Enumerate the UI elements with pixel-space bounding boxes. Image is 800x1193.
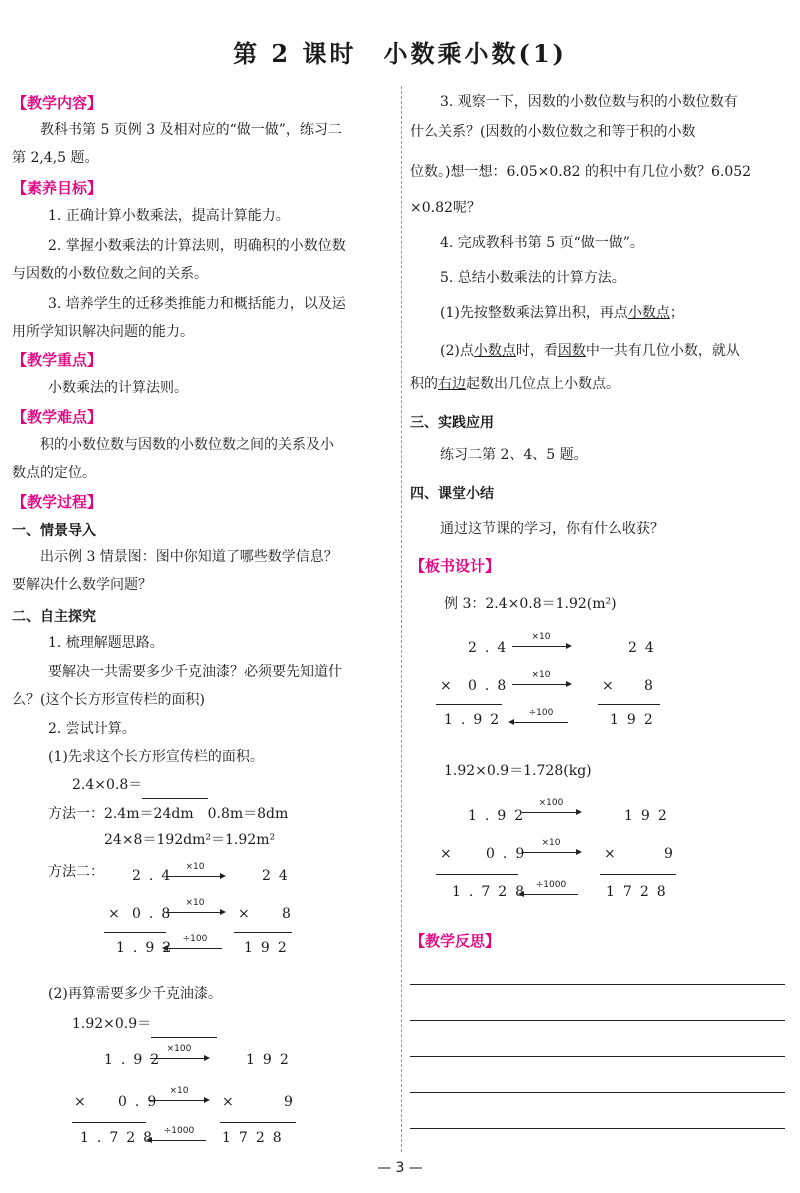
step-2-line-1: 1. 梳理解题思路。 [48,635,164,651]
method-1-line-1: 2.4m＝24dm 0.8m＝8dm [104,806,289,822]
calcA-top-right: 24 [262,868,296,884]
method-1-label: 方法一： [48,806,104,822]
board-calcA-mid-sign-left: × [440,678,460,694]
board-calcB-bottom-left: 1.728 [452,884,533,900]
column-divider [401,86,402,1152]
rule-2-part-5: 起数出几位点上小数点。 [466,376,620,392]
goal-3-cont: 用所学知识解决问题的能力。 [12,324,194,340]
step-3-text-1: 3. 观察一下，因数的小数位数与积的小数位数有 [440,94,738,110]
rule-2-part-1: (2)点 [440,343,474,359]
page-number: — 3 — [377,1160,423,1176]
arrow-label: ×10 [531,632,551,642]
board-calcB-mid-right: 9 [664,846,681,862]
step-4-text: 4. 完成教科书第 5 页“做一做”。 [440,235,644,251]
equation-paint [72,1010,217,1038]
step-4-title: 四、课堂小结 [410,486,494,502]
content-text-1: 教科书第 5 页例 3 及相对应的“做一做”，练习二 [40,122,342,138]
section-difficulty-title: 【教学难点】 [12,408,103,426]
equation-area-text: 2.4×0.8＝ [72,777,143,793]
rule-2-part-4: 积的 [410,376,438,392]
board-calcB-top-left: 1.92 [468,808,532,824]
calcA-bottom-right: 192 [244,940,295,956]
arrow-times-10-c [148,1086,210,1110]
step-5-rule-2-cont [410,370,620,398]
calcA-mid-sign-right: × [238,906,258,922]
calcB-bottom-left: 1.728 [80,1130,161,1146]
calcA-line-left [104,932,166,933]
reflection-line-1 [410,984,785,985]
step-5-text: 5. 总结小数乘法的计算方法。 [440,270,626,286]
board-arrow-times-100 [520,798,582,822]
goal-1: 1. 正确计算小数乘法，提高计算能力。 [48,208,290,224]
board-calcA-bottom-right: 192 [610,712,661,728]
arrow-label: ×100 [166,1044,192,1054]
board-calcA-top-right: 24 [628,640,662,656]
board-arrow-times-10-a [510,632,572,656]
calcB-line-left [72,1122,146,1123]
arrow-label: ×10 [541,838,561,848]
board-calcA-line-right [598,704,660,705]
calcB-top-right: 192 [246,1052,297,1068]
method-2-label: 方法二： [48,864,104,880]
board-calcA-top-left: 2.4 [468,640,515,656]
board-arrow-div-1000 [520,880,582,904]
board-calcB-line-right [600,874,676,875]
rule-2-underline-2: 因数 [557,343,586,359]
arrow-label: ×100 [538,798,564,808]
board-calcB-bottom-right: 1728 [606,884,674,900]
step-2-line-4: 2. 尝试计算。 [48,721,136,737]
board-calcA-mid-sign-right: × [602,678,622,694]
rule-2-underline-3: 右边 [438,376,466,392]
calcB-bottom-right: 1728 [222,1130,290,1146]
board-calcB-mid-sign-right: × [604,846,624,862]
rule-1-part-2: ； [669,305,684,321]
calcA-top-left: 2.4 [132,868,179,884]
page-title: 第 2 课时 小数乘小数(1) [233,39,567,68]
section-board-title: 【板书设计】 [410,557,501,575]
section-content-title: 【教学内容】 [12,94,103,112]
board-calcB-mid-sign-left: × [440,846,460,862]
arrow-label: ×10 [185,862,205,872]
step-2-line-2: 要解决一共需要多少千克油漆？必须要先知道什 [48,664,342,680]
arrow-label: ÷1000 [163,1126,195,1136]
arrow-div-1000 [148,1126,210,1150]
step-3-practice-text: 练习二第 2、4、5 题。 [440,447,588,463]
arrow-div-100 [164,934,226,958]
equation-paint-text: 1.92×0.9＝ [72,1016,152,1032]
reflection-line-2 [410,1020,785,1021]
goal-3: 3. 培养学生的迁移类推能力和概括能力，以及运 [48,296,346,312]
calcA-bottom-left: 1.92 [116,940,180,956]
rule-1-part-1: (1)先按整数乘法算出积，再点 [440,305,628,321]
calcA-mid-right: 8 [282,906,299,922]
method-1-line-2: 24×8＝192dm²＝1.92m² [104,832,276,848]
arrow-label: ×10 [185,898,205,908]
board-calcB-top-right: 192 [624,808,675,824]
rule-2-part-3: 中一共有几位小数，就从 [585,343,740,359]
reflection-line-4 [410,1092,785,1093]
board-arrow-times-10-b [510,670,572,694]
section-key-title: 【教学重点】 [12,351,103,369]
arrow-label: ×10 [169,1086,189,1096]
answer-blank-1 [142,782,208,799]
goal-2-cont: 与因数的小数位数之间的关系。 [12,266,208,282]
arrow-label: ÷100 [182,934,208,944]
board-example-line: 例 3：2.4×0.8＝1.92(m²) [444,596,617,612]
step-2-line-3: 么？(这个长方形宣传栏的面积) [12,692,205,708]
content-text-2: 第 2,4,5 题。 [12,150,99,166]
board-calcA-line-left [436,704,502,705]
key-text: 小数乘法的计算法则。 [48,380,188,396]
step-2-title: 二、自主探究 [12,609,96,625]
step-1-text-2: 要解决什么数学问题？ [12,577,152,593]
calcA-mid-sign-left: × [108,906,128,922]
step-5-rule-2 [440,337,740,365]
arrow-label: ×10 [531,670,551,680]
step-1-text-1: 出示例 3 情景图：图中你知道了哪些数学信息？ [40,549,338,565]
calcB-mid-left: 0.9 [118,1094,165,1110]
step-1-title: 一、情景导入 [12,523,96,539]
board-arrow-times-10-c [520,838,582,862]
step-2-line-5: (1)先求这个长方形宣传栏的面积。 [48,749,264,765]
calcB-mid-sign-left: × [74,1094,94,1110]
step-2-2-text: (2)再算需要多少千克油漆。 [48,986,222,1002]
difficulty-text-2: 数点的定位。 [12,465,96,481]
calcB-top-left: 1.92 [104,1052,168,1068]
rule-2-underline-1: 小数点 [473,343,516,359]
section-goals-title: 【素养目标】 [12,179,103,197]
goal-2: 2. 掌握小数乘法的计算法则，明确积的小数位数 [48,238,346,254]
step-3-text-4: ×0.82呢？ [410,200,481,216]
reflection-line-5 [410,1128,785,1129]
step-4-summary-text: 通过这节课的学习，你有什么收获？ [440,521,664,537]
difficulty-text-1: 积的小数位数与因数的小数位数之间的关系及小 [40,437,334,453]
board-calcA-mid-left: 0.8 [468,678,515,694]
arrow-label: ÷100 [528,708,554,718]
calcB-mid-sign-right: × [222,1094,242,1110]
calcB-mid-right: 9 [284,1094,301,1110]
arrow-times-100 [148,1044,210,1068]
board-calcB-mid-left: 0.9 [486,846,533,862]
calcB-line-right [220,1122,296,1123]
step-3-text-3: 位数。)想一想：6.05×0.82 的积中有几位小数？6.052 [410,164,752,180]
rule-1-underline: 小数点 [627,305,670,321]
section-reflection-title: 【教学反思】 [410,932,501,950]
step-3-title: 三、实践应用 [410,415,494,431]
board-calcA-bottom-left: 1.92 [444,712,508,728]
step-3-text-2: 什么关系？(因数的小数位数之和等于积的小数 [410,124,696,140]
calcA-mid-left: 0.8 [132,906,179,922]
calcA-line-right [234,932,292,933]
rule-2-part-2: 时，看 [515,343,558,359]
arrow-times-10-b [164,898,226,922]
arrow-times-10-a [164,862,226,886]
board-arrow-div-100 [510,708,572,732]
reflection-line-3 [410,1056,785,1057]
board-calcB-line-left [436,874,518,875]
answer-blank-2 [151,1021,217,1038]
board-calcA-mid-right: 8 [644,678,661,694]
board-example-2-line: 1.92×0.9＝1.728(kg) [444,763,592,779]
arrow-label: ÷1000 [535,880,567,890]
equation-area [72,771,208,799]
section-process-title: 【教学过程】 [12,493,103,511]
step-5-rule-1 [440,299,684,327]
